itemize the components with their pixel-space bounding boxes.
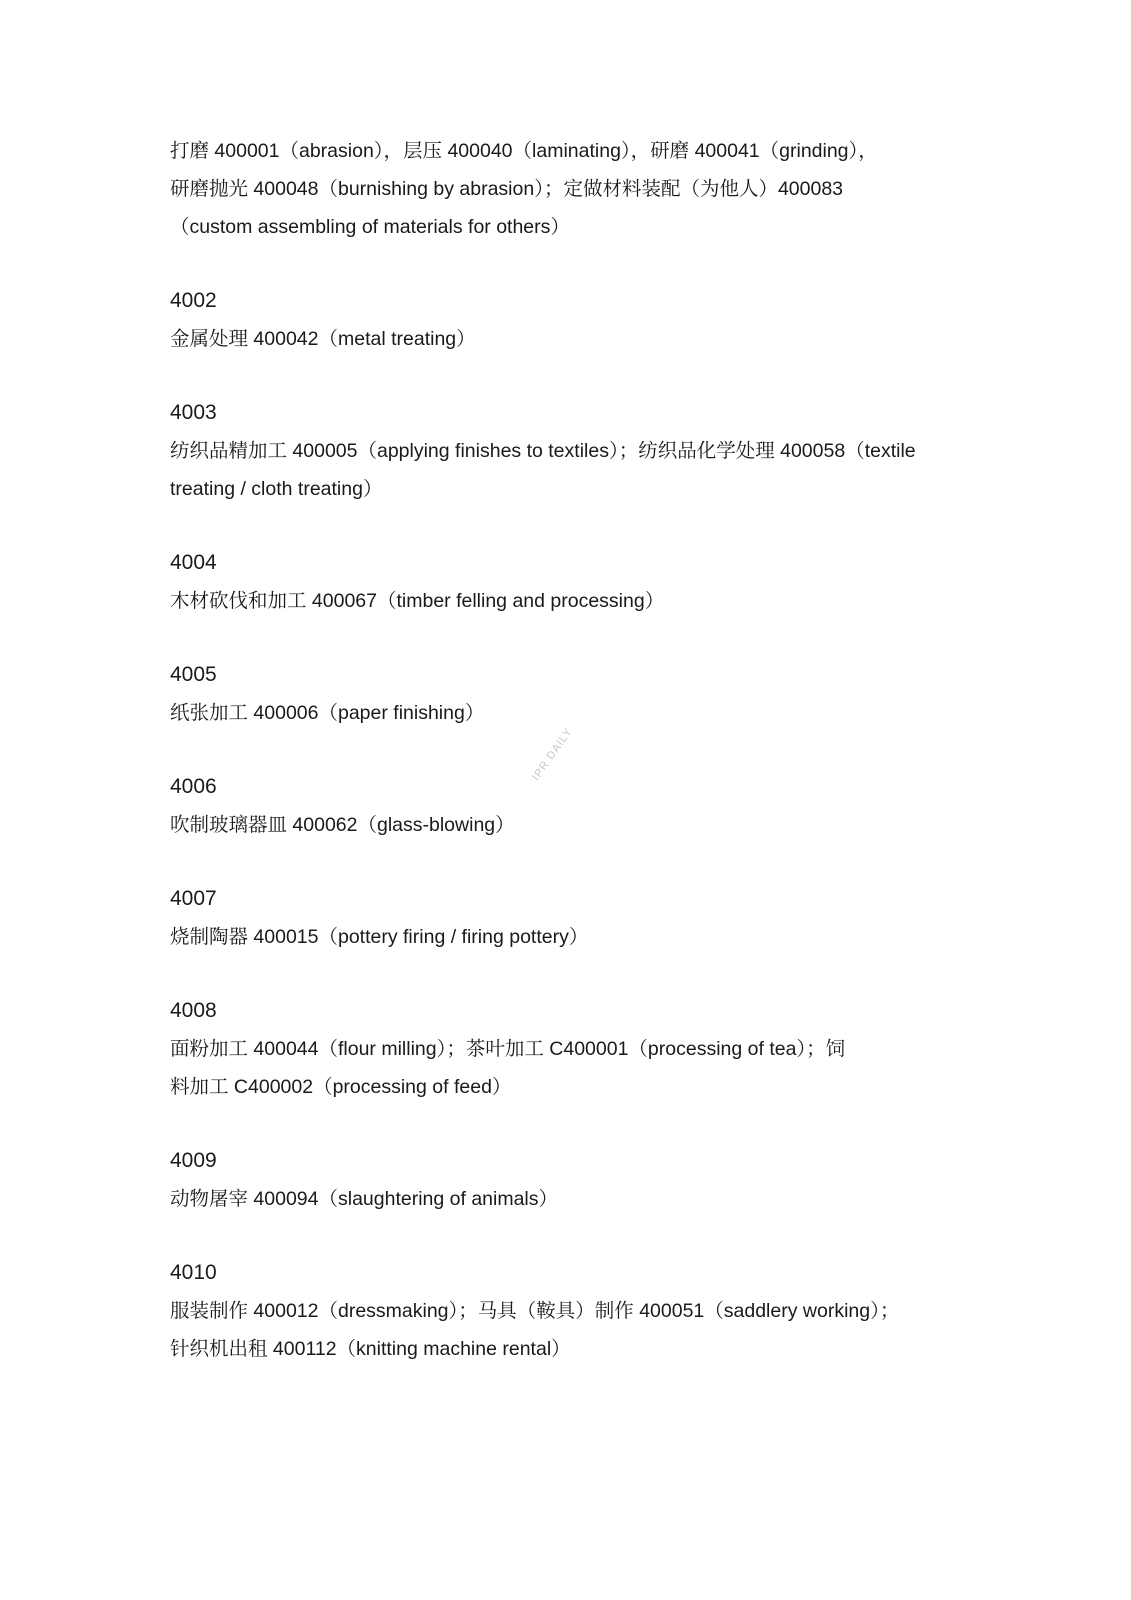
intro-line: 研磨抛光 400048（burnishing by abrasion）；定做材料装配（为他人）400083 xyxy=(170,178,844,200)
section-line: 针织机出租 400112（knitting machine rental） xyxy=(170,1338,571,1360)
section-code: 4005 xyxy=(170,663,217,686)
section-line: 吹制玻璃器皿 400062（glass-blowing） xyxy=(170,814,515,836)
section-4002 xyxy=(170,282,960,358)
intro-line: （custom assembling of materials for others） xyxy=(170,216,570,238)
section-code: 4003 xyxy=(170,401,217,424)
section-code: 4008 xyxy=(170,999,217,1022)
section-line: 纸张加工 400006（paper finishing） xyxy=(170,702,485,724)
section-line: 纺织品精加工 400005（applying finishes to textiles）；纺织品化学处理 400058（textile xyxy=(170,440,916,462)
section-4003 xyxy=(170,394,960,508)
section-code: 4010 xyxy=(170,1261,217,1284)
section-4007 xyxy=(170,880,960,956)
section-line: 料加工 C400002（processing of feed） xyxy=(170,1076,512,1098)
section-4005 xyxy=(170,656,960,732)
section-code: 4006 xyxy=(170,775,217,798)
section-code: 4007 xyxy=(170,887,217,910)
document-page xyxy=(170,132,960,1368)
watermark: IPR DAILY xyxy=(530,725,576,783)
section-line: 动物屠宰 400094（slaughtering of animals） xyxy=(170,1188,559,1210)
section-line: 烧制陶器 400015（pottery firing / firing pottery） xyxy=(170,926,589,948)
section-line: 服装制作 400012（dressmaking）；马具（鞍具）制作 400051（saddlery working）； xyxy=(170,1300,900,1322)
section-code: 4009 xyxy=(170,1149,217,1172)
section-line: 木材砍伐和加工 400067（timber felling and processing） xyxy=(170,590,665,612)
section-line: 面粉加工 400044（flour milling）；茶叶加工 C400001（processing of tea）；饲 xyxy=(170,1038,846,1060)
section-4008 xyxy=(170,992,960,1106)
section-4006 xyxy=(170,768,960,844)
intro-paragraph xyxy=(170,132,960,246)
section-code: 4002 xyxy=(170,289,217,312)
section-line: 金属处理 400042（metal treating） xyxy=(170,328,476,350)
intro-line: 打磨 400001（abrasion），层压 400040（laminating），研磨 400041（grinding）， xyxy=(170,140,878,162)
section-code: 4004 xyxy=(170,551,217,574)
section-4009 xyxy=(170,1142,960,1218)
section-4010 xyxy=(170,1254,960,1368)
section-4004 xyxy=(170,544,960,620)
section-line: treating / cloth treating） xyxy=(170,478,383,500)
